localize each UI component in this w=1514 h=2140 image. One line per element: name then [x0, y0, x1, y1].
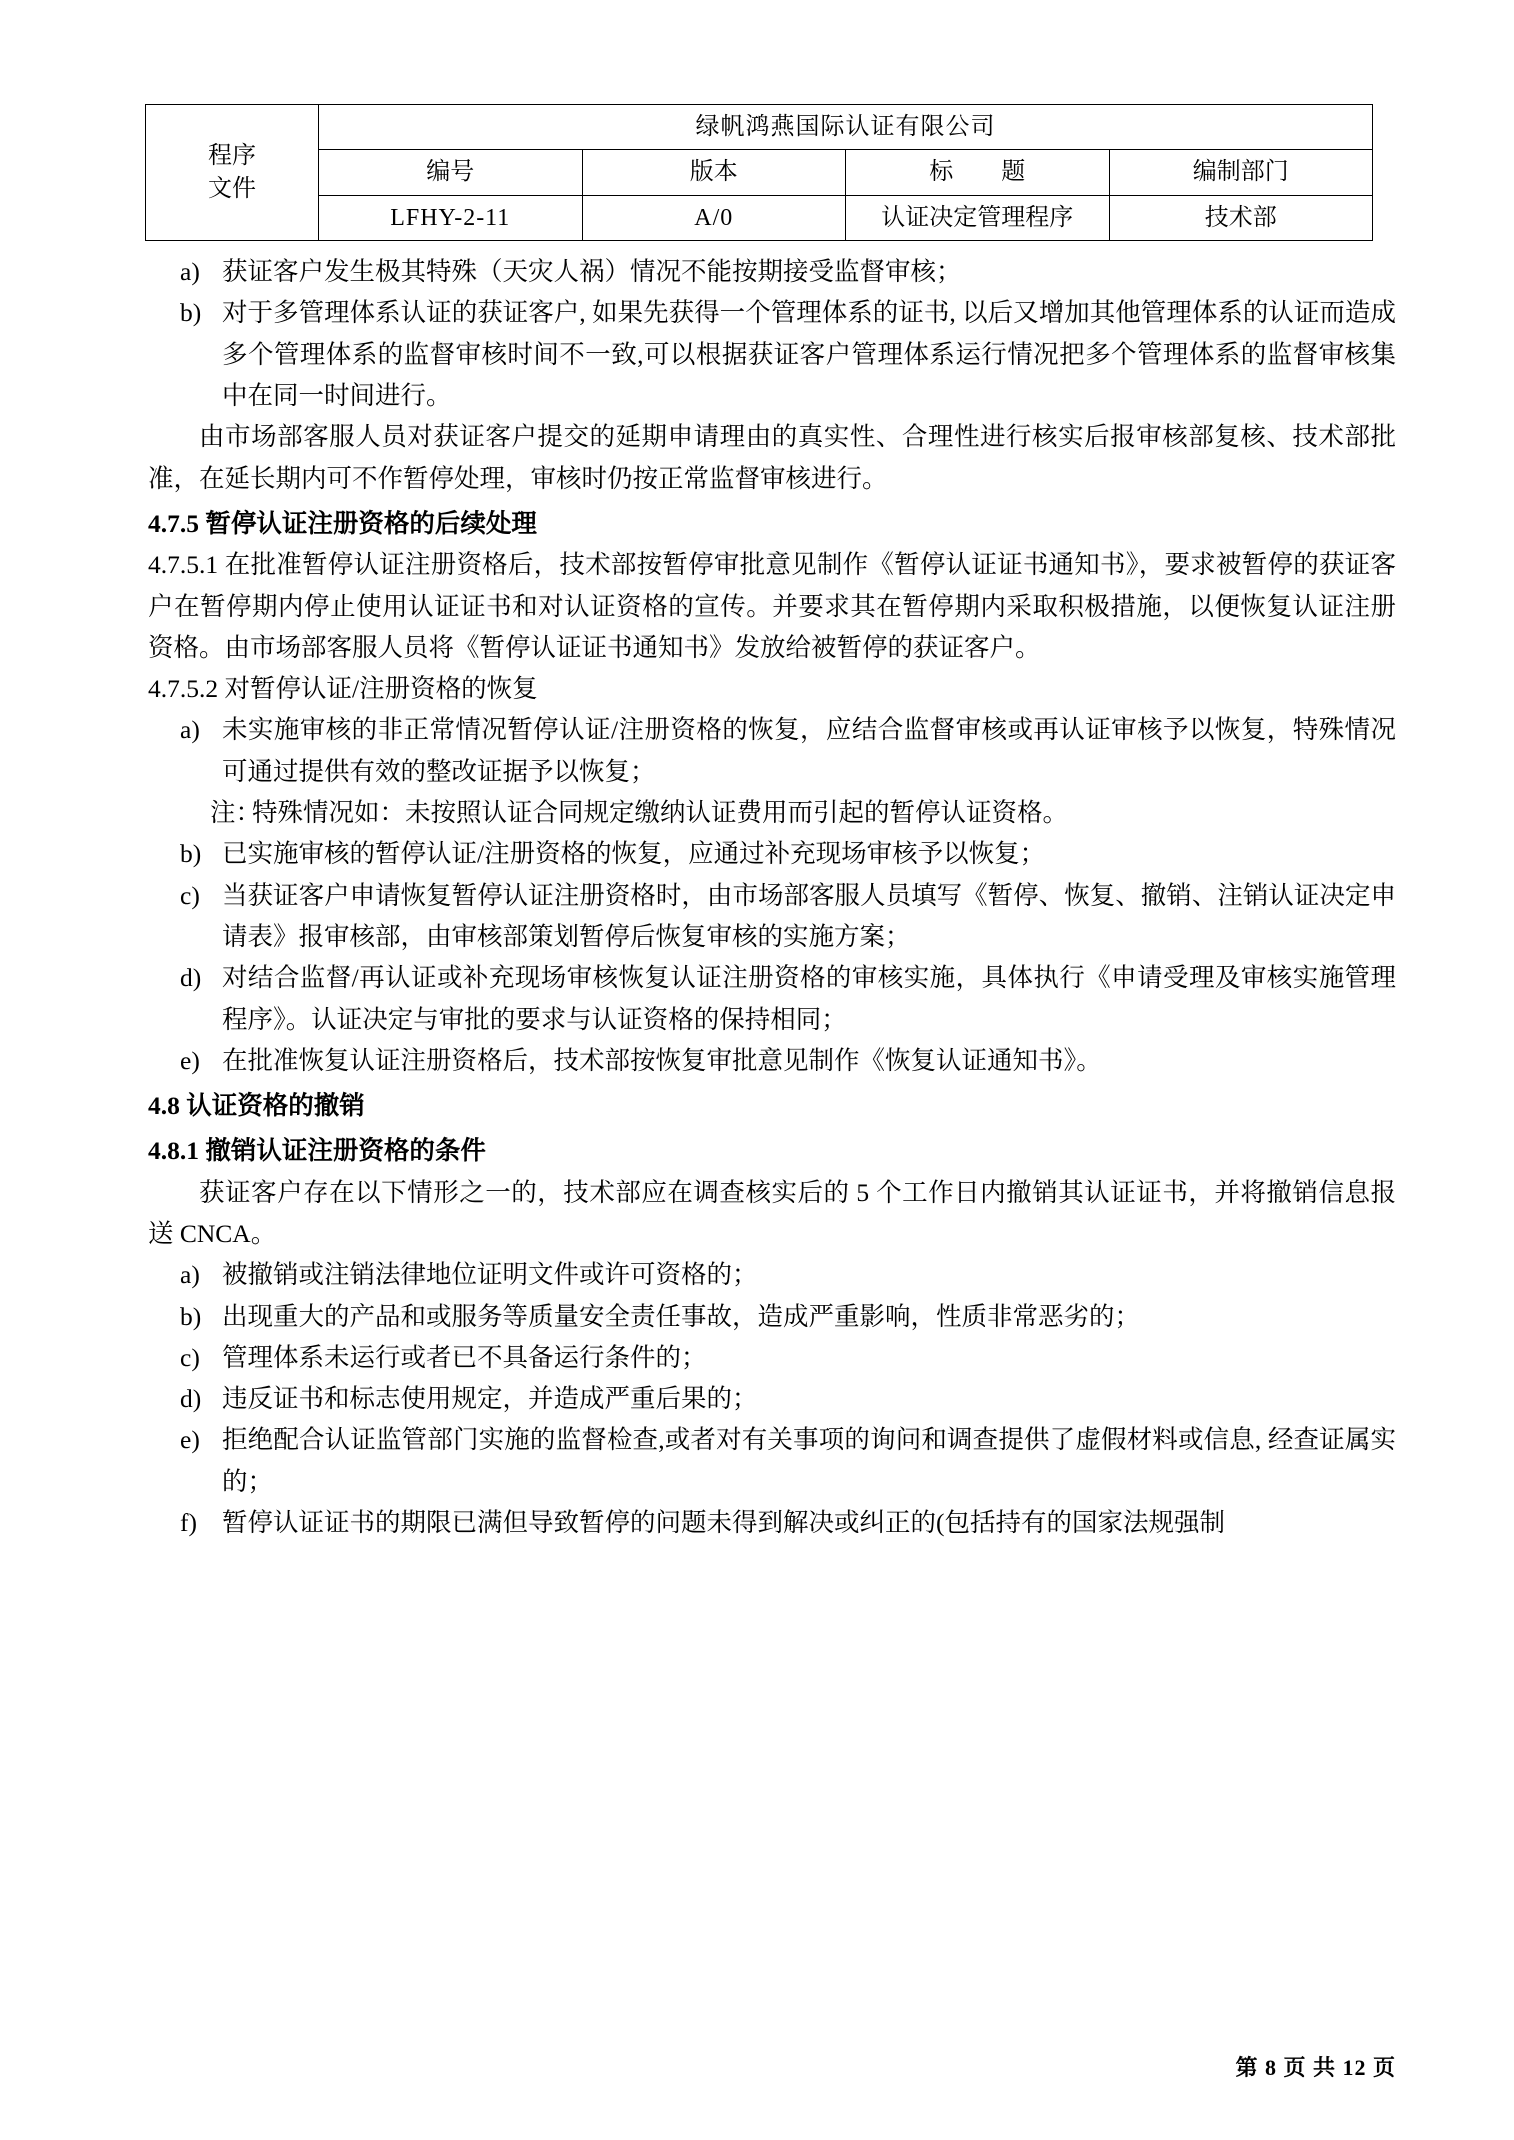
list-text: 拒绝配合认证监管部门实施的监督检查,或者对有关事项的询问和调查提供了虚假材料或信息, 经查证属实的；: [222, 1425, 1396, 1496]
list-marker: a): [180, 715, 200, 745]
list-text: 当获证客户申请恢复暂停认证注册资格时，由市场部客服人员填写《暂停、恢复、撤销、注销认证决定申请表》报审核部，由审核部策划暂停后恢复审核的实施方案；: [222, 880, 1396, 951]
label-dept: 编制部门: [1109, 150, 1373, 195]
list-item-note: [148, 792, 1396, 833]
list-item: [148, 833, 1396, 874]
list-text: 对于多管理体系认证的获证客户, 如果先获得一个管理体系的证书, 以后又增加其他管理体系的认证而造成多个管理体系的监督审核时间不一致,可以根据获证客户管理体系运行情况把多个管理体系的监督审核集中在同一时间进行。: [222, 298, 1396, 411]
paragraph-4-7-5-2: 4.7.5.2 对暂停认证/注册资格的恢复: [148, 674, 538, 704]
list-marker: b): [180, 1301, 202, 1331]
list-item: [148, 1378, 1396, 1419]
paragraph-4-7-5-1: 4.7.5.1 在批准暂停认证注册资格后，技术部按暂停审批意见制作《暂停认证证书通知书》，要求被暂停的获证客户在暂停期内停止使用认证证书和对认证资格的宣传。并要求其在暂停期内采取积极措施，以便恢复认证注册资格。由市场部客服人员将《暂停认证证书通知书》发放给被暂停的获证客户。: [148, 550, 1396, 662]
list-text: 已实施审核的暂停认证/注册资格的恢复，应通过补充现场审核予以恢复；: [222, 839, 1046, 869]
list-text: 暂停认证证书的期限已满但导致暂停的问题未得到解决或纠正的(包括持有的国家法规强制: [222, 1508, 1225, 1538]
list-item: [148, 709, 1396, 792]
note-text: 特殊情况如：未按照认证合同规定缴纳认证费用而引起的暂停认证资格。: [252, 798, 1069, 828]
list-text: 被撤销或注销法律地位证明文件或许可资格的；: [222, 1260, 758, 1290]
list-text: 违反证书和标志使用规定，并造成严重后果的；: [222, 1384, 758, 1414]
doc-type-line2: 文件: [208, 175, 256, 202]
list-item: [148, 1040, 1396, 1081]
list-item: [148, 251, 1396, 292]
header-row-labels: [146, 150, 1373, 195]
list-text: 对结合监督/再认证或补充现场审核恢复认证注册资格的审核实施，具体执行《申请受理及审核实施管理程序》。认证决定与审批的要求与认证资格的保持相同；: [222, 963, 1396, 1034]
list-item: [148, 1337, 1396, 1378]
list-marker: b): [180, 839, 202, 869]
heading-4-8: 4.8 认证资格的撤销: [148, 1091, 365, 1121]
list-marker: b): [180, 298, 202, 328]
list-item: [148, 1502, 1396, 1543]
doc-type-cell: [146, 105, 319, 241]
list-text: 获证客户发生极其特殊（天灾人祸）情况不能按期接受监督审核；: [222, 257, 962, 287]
list-marker: e): [180, 1425, 200, 1455]
list-marker: d): [180, 1384, 202, 1414]
list-item: [148, 1296, 1396, 1337]
list-marker: c): [180, 1342, 200, 1372]
document-body: [148, 251, 1396, 1543]
header-row-values: [146, 195, 1373, 240]
list-item: [148, 1254, 1396, 1295]
list-marker: d): [180, 963, 202, 993]
list-item: [148, 1419, 1396, 1502]
list-item: [148, 292, 1396, 416]
page-footer: 第 8 页 共 12 页: [1235, 2055, 1396, 2080]
list-text: 出现重大的产品和或服务等质量安全责任事故，造成严重影响，性质非常恶劣的；: [222, 1301, 1141, 1331]
list-item: [148, 875, 1396, 958]
list-text: 未实施审核的非正常情况暂停认证/注册资格的恢复，应结合监督审核或再认证审核予以恢复，特殊情况可通过提供有效的整改证据予以恢复；: [222, 715, 1396, 786]
heading-4-8-1: 4.8.1 撤销认证注册资格的条件: [148, 1136, 486, 1166]
document-header-table: [145, 104, 1373, 241]
value-title: 认证决定管理程序: [846, 195, 1110, 240]
value-number: LFHY-2-11: [319, 195, 583, 240]
doc-type-line1: 程序: [208, 143, 256, 170]
list-marker: a): [180, 257, 200, 287]
list-marker: f): [180, 1508, 197, 1538]
paragraph-4-8-1: 获证客户存在以下情形之一的，技术部应在调查核实后的 5 个工作日内撤销其认证证书，并将撤销信息报送 CNCA。: [148, 1177, 1396, 1248]
label-version: 版本: [582, 150, 846, 195]
paragraph-extension-review: 由市场部客服人员对获证客户提交的延期申请理由的真实性、合理性进行核实后报审核部复核、技术部批准，在延长期内可不作暂停处理，审核时仍按正常监督审核进行。: [148, 422, 1396, 493]
list-item: [148, 957, 1396, 1040]
label-title: 标 题: [846, 150, 1110, 195]
list-text: 管理体系未运行或者已不具备运行条件的；: [222, 1342, 707, 1372]
list-marker: e): [180, 1045, 200, 1075]
value-version: A/0: [582, 195, 846, 240]
header-row-company: [146, 105, 1373, 150]
list-text: 在批准恢复认证注册资格后，技术部按恢复审批意见制作《恢复认证通知书》。: [222, 1045, 1102, 1075]
list-marker: c): [180, 880, 200, 910]
value-dept: 技术部: [1109, 195, 1373, 240]
label-number: 编号: [319, 150, 583, 195]
company-name: 绿帆鸿燕国际认证有限公司: [319, 105, 1373, 150]
note-marker: 注：: [210, 798, 262, 828]
list-marker: a): [180, 1260, 200, 1290]
heading-4-7-5: 4.7.5 暂停认证注册资格的后续处理: [148, 508, 537, 538]
